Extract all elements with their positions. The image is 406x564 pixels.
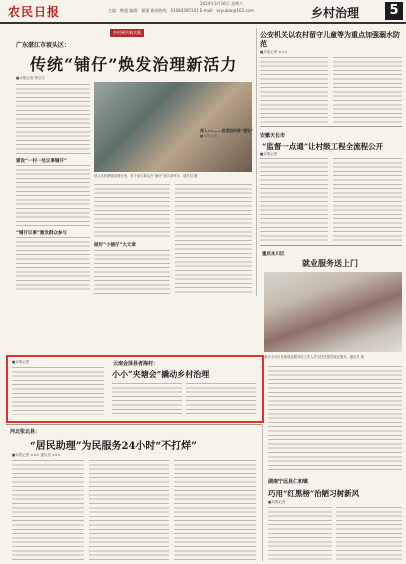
bottom-right-byline: ■本报记者 [268, 500, 286, 504]
page-number: 5 [385, 2, 403, 20]
lead-body-col1c [16, 237, 90, 293]
lead-body-col1b [16, 165, 90, 227]
right-photo-image [264, 272, 402, 352]
right-photo-body [268, 366, 402, 472]
right-mid-body-2 [333, 158, 402, 242]
mid-byline: ■本报记者 [200, 134, 218, 138]
right-top-body-1 [260, 57, 328, 123]
lead-photo [94, 82, 252, 172]
issue-date: 2024年3月16日 星期六 [200, 1, 244, 6]
feature-body-2 [112, 383, 182, 415]
feature-body-3 [186, 383, 256, 415]
lead-body-col3 [175, 184, 252, 296]
lead-subhead-3: 做好“小铺仔”大文章 [94, 243, 136, 248]
right-photo-caption: 重庆永川区某镇就业服务站工作人员为村民提供就业服务。通讯员 摄 [264, 355, 364, 359]
bottom-left-body-2 [89, 460, 169, 560]
section-title: 乡村治理 [311, 6, 360, 20]
column-tag: 乡村善治新实践 [110, 29, 144, 37]
bottom-left-headline: “居民助理”为民服务24小时“不打烊” [30, 441, 197, 452]
right-top-headline: 公安机关以农村留守儿童等为重点加强溺水防范 [260, 30, 400, 48]
bottom-right-kicker: 湖南宁远县仁和镇 [268, 479, 309, 485]
masthead-rule [0, 22, 406, 24]
bottom-left-byline: ■本报记者 ××× 通讯员 ××× [12, 453, 61, 457]
right-mid-rule [260, 245, 402, 246]
right-top-rule [260, 126, 402, 127]
bottom-right-headline: 巧用“红黑榜”治陋习树新风 [268, 489, 360, 498]
bottom-right-body-1 [268, 507, 332, 560]
bottom-divider [262, 425, 263, 561]
masthead [0, 0, 406, 22]
right-photo-kicker: 重庆永川区 [262, 252, 285, 257]
right-photo-headline: 就业服务送上门 [302, 258, 358, 268]
lead-subhead-1: 建设“一村一处议事铺仔” [16, 159, 67, 164]
bottom-left-kicker: 河北张北县： [10, 429, 41, 435]
bottom-right-body-2 [336, 507, 402, 560]
lead-photo-caption: 坡头区乾塘镇某铺仔里，村干部与群众在“铺仔”里共商村务。通讯员 摄 [94, 174, 198, 178]
bottom-left-body-1 [12, 460, 84, 560]
feature-headline: 小小“夹塘会”撬动乡村治理 [112, 369, 210, 379]
mid-kicker: 深入××——县委组织部“建设” [200, 128, 254, 133]
right-mid-headline: “监督一点通”让村级工程全流程公开 [262, 142, 384, 151]
right-mid-byline: ■本报记者 [260, 152, 278, 156]
lead-headline: 传统“铺仔”焕发治理新活力 [30, 55, 238, 74]
feature-body-1 [12, 367, 104, 415]
lead-kicker: 广东湛江市坡头区： [16, 42, 71, 49]
lead-subhead-2: “铺仔议事”激发群众参与 [16, 231, 67, 236]
bottom-left-body-3 [174, 460, 256, 560]
lead-body-col2 [94, 184, 170, 239]
right-top-byline: ■本报记者 ××× [260, 50, 288, 54]
right-mid-kicker: 安徽天长市 [260, 133, 286, 139]
feature-kicker: 云南会泽县者海村： [113, 361, 159, 367]
lead-body-col1 [16, 84, 90, 154]
lead-body-col2b [94, 250, 170, 295]
lead-byline: ■本报记者 钟启宏 [16, 76, 45, 80]
feature-byline: ■本报记者 [12, 360, 30, 364]
bottom-rule [6, 424, 262, 425]
column-divider [256, 28, 257, 296]
right-mid-body-1 [260, 158, 328, 242]
newspaper-name: 农民日报 [8, 5, 61, 19]
editor-info: 主编：靳越 编辑：冀强 新闻热线：01084395141 E-mail：xcyukiw@163.com [108, 8, 254, 13]
right-top-body-2 [333, 57, 402, 123]
